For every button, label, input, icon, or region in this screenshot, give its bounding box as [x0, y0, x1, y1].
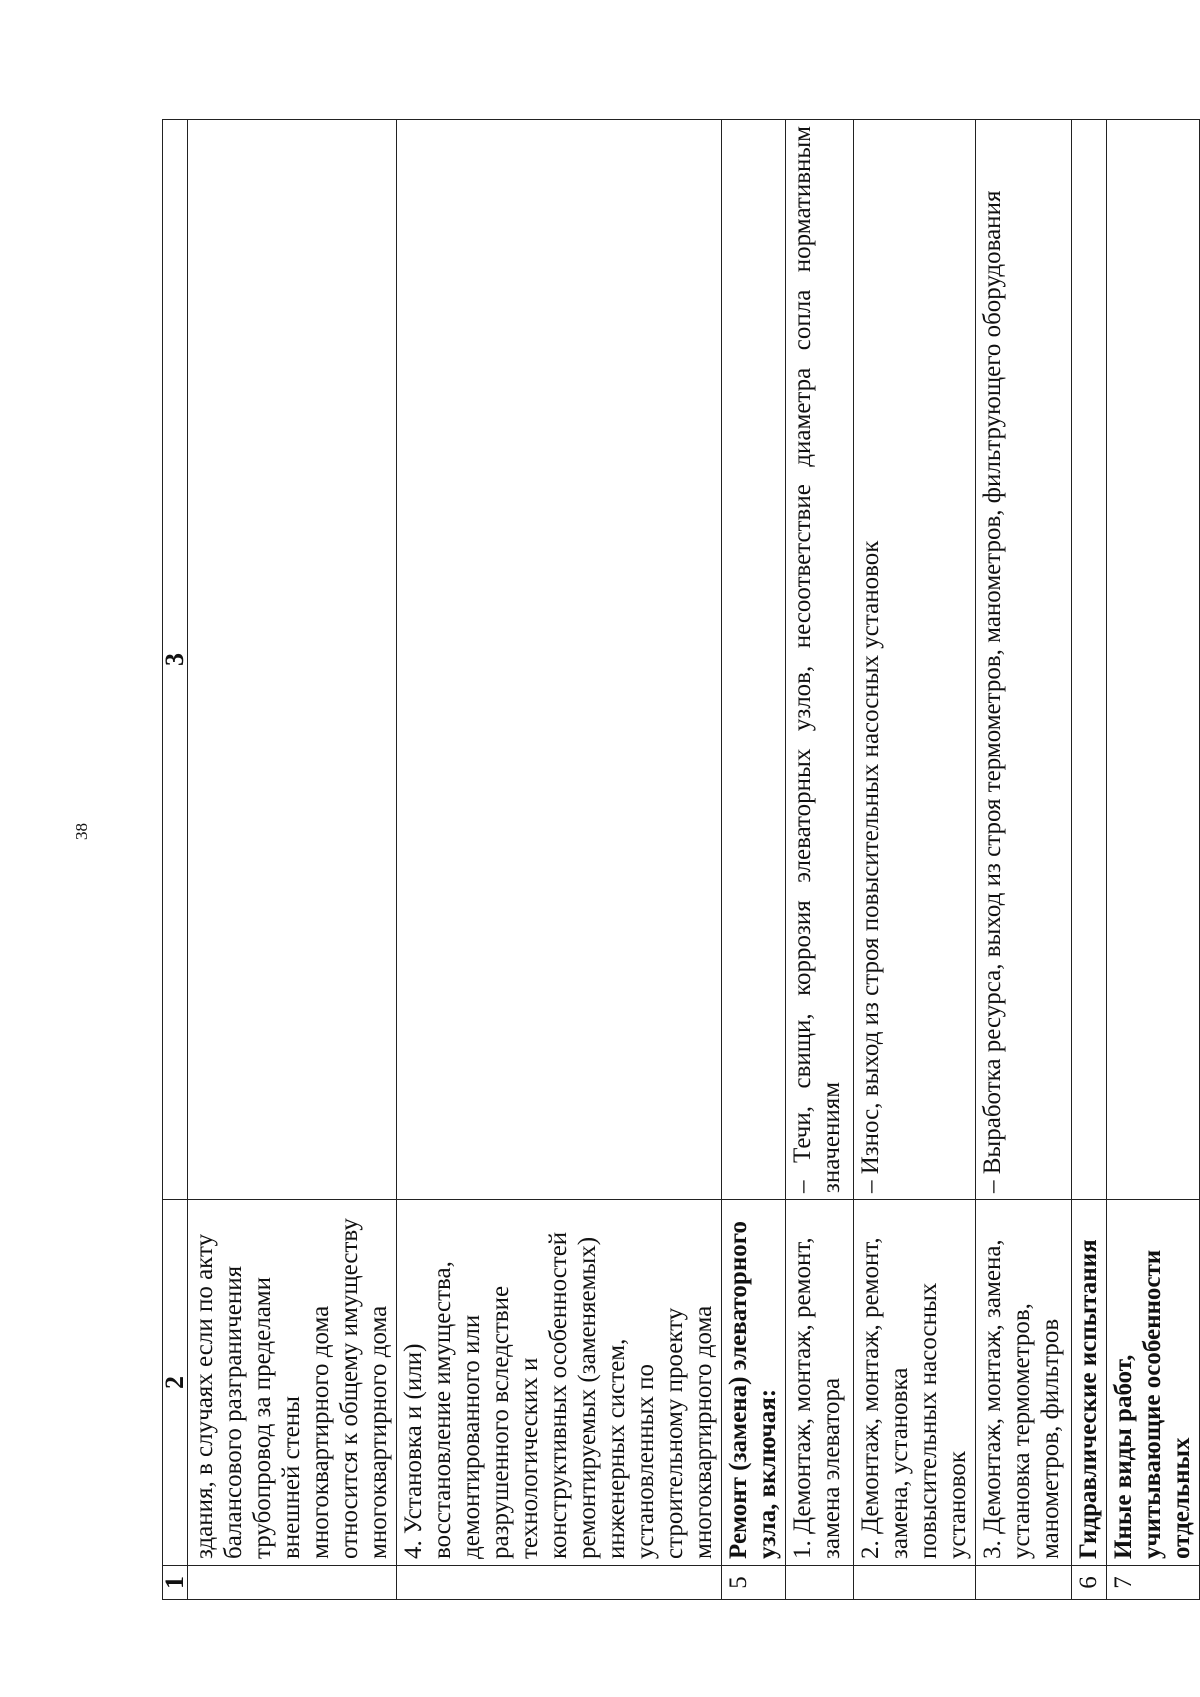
row-number [397, 1566, 722, 1600]
condition-description: – Выработка ресурса, выход из строя термометров, манометров, фильтрующего оборудования [976, 120, 1072, 1200]
row-number [786, 1566, 854, 1600]
work-description: здания, в случаях если по акту балансового разграничения трубопровод за пределами внешней стены многоквартирного дома относится к общему имуществу многоквартирного дома [188, 1200, 397, 1566]
work-description: 3. Демонтаж, монтаж, замена, установка термометров, манометров, фильтров [976, 1200, 1072, 1566]
work-description: 1. Демонтаж, монтаж, ремонт, замена элеватора [786, 1200, 854, 1566]
document-table-sheet [160, 120, 1195, 1600]
column-header-2: 2 [163, 1200, 188, 1566]
condition-description [722, 120, 786, 1200]
work-description: 2. Демонтаж, монтаж, ремонт, замена, установка повысительных насосных установок [854, 1200, 976, 1566]
row-number: 7 [1107, 1566, 1200, 1600]
table-row [722, 120, 786, 1600]
table-header-row [163, 120, 188, 1600]
work-section-title: Ремонт (замена) элеваторного узла, включая: [722, 1200, 786, 1566]
column-header-1: 1 [163, 1566, 188, 1600]
row-number [976, 1566, 1072, 1600]
table-row [397, 120, 722, 1600]
condition-description [1107, 120, 1200, 1200]
row-number [854, 1566, 976, 1600]
condition-description: – Течи, свищи, коррозия элеваторных узлов, несоответствие диаметра сопла нормативным значениям [786, 120, 854, 1200]
page-number: 38 [72, 823, 91, 840]
work-description: 4. Установка и (или) восстановление имущества, демонтированного или разрушенного вследствие технологических и конструктивных особенностей ремонтируемых (заменяемых) инженерных систем, установленных по строительному проекту многоквартирного дома [397, 1200, 722, 1566]
work-section-title: Гидравлические испытания [1072, 1200, 1107, 1566]
table-row [188, 120, 397, 1600]
table-row [786, 120, 854, 1600]
work-section-title: Иные виды работ, учитывающие особенности отдельных [1107, 1200, 1200, 1566]
condition-description: – Износ, выход из строя повысительных насосных установок [854, 120, 976, 1200]
row-number: 6 [1072, 1566, 1107, 1600]
requirements-table [162, 119, 1200, 1600]
table-row [1107, 120, 1200, 1600]
row-number [188, 1566, 397, 1600]
row-number: 5 [722, 1566, 786, 1600]
table-row [1072, 120, 1107, 1600]
condition-description [188, 120, 397, 1200]
table-row [854, 120, 976, 1600]
condition-description [397, 120, 722, 1200]
column-header-3: 3 [163, 120, 188, 1200]
table-row [976, 120, 1072, 1600]
condition-description [1072, 120, 1107, 1200]
